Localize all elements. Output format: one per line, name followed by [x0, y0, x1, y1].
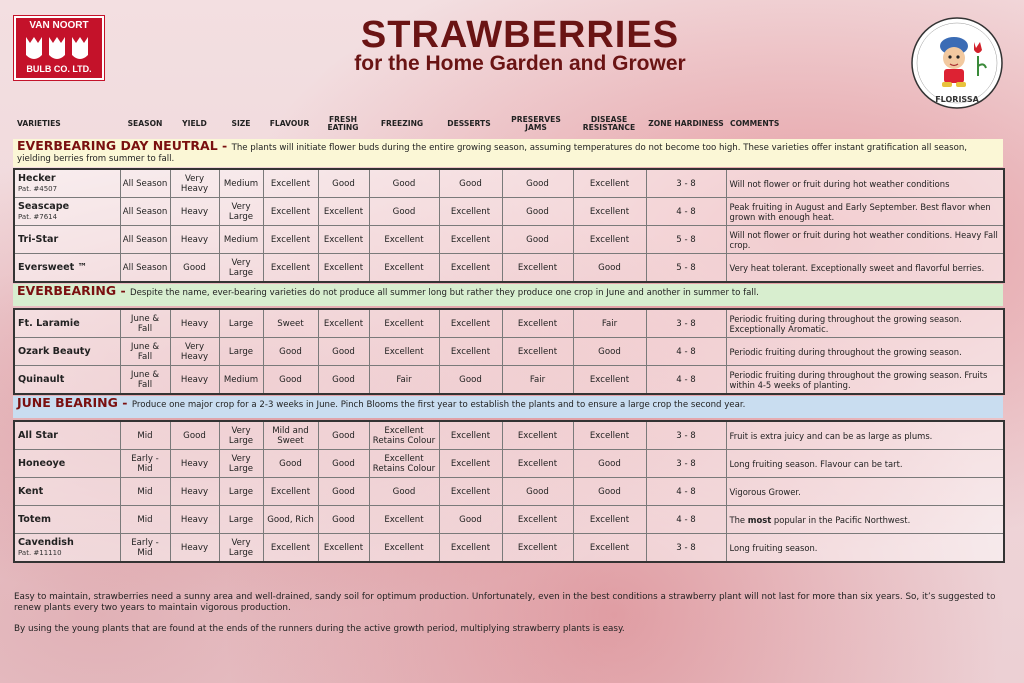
variety-name: Hecker: [18, 172, 56, 184]
disease-cell: Good: [573, 450, 646, 478]
flavour-cell: Mild and Sweet: [263, 421, 318, 450]
disease-cell: Excellent: [573, 421, 646, 450]
zone-cell: 3 - 8: [646, 309, 726, 338]
yield-cell: Heavy: [170, 226, 219, 254]
size-cell: Very Large: [219, 421, 263, 450]
disease-cell: Excellent: [573, 198, 646, 226]
comment-cell: Long fruiting season.: [726, 534, 1004, 563]
size-cell: Very Large: [219, 534, 263, 563]
desserts-cell: Excellent: [439, 198, 502, 226]
table-row: [14, 198, 1004, 226]
variety-cell: [14, 169, 120, 198]
header-varieties: VARIETIES: [17, 118, 61, 128]
flavour-cell: Good: [263, 338, 318, 366]
header-flavour: FLAVOUR: [269, 118, 310, 128]
flavour-cell: Good, Rich: [263, 506, 318, 534]
season-cell: June & Fall: [120, 309, 170, 338]
section-dash: -: [116, 283, 131, 298]
patent-number: Pat. #11110: [18, 548, 62, 557]
comment-cell: Vigorous Grower.: [726, 478, 1004, 506]
table-row: [14, 226, 1004, 254]
footer-paragraph-1: Easy to maintain, strawberries need a sunny area and well-drained, sandy soil for optimum production. Unfortunately, even in the best conditions a strawberry plant will not last for more than six years. So, it’s suggested to renew plants every two years to maintain vigorous production.: [14, 592, 996, 613]
freezing-cell: Good: [369, 198, 439, 226]
freezing-cell: Good: [369, 478, 439, 506]
header-fresh-eating: FRESH EATING: [327, 114, 359, 132]
flavour-cell: Excellent: [263, 169, 318, 198]
variety-name: All Star: [18, 429, 59, 441]
variety-cell: [14, 534, 120, 563]
variety-name: Seascape: [18, 200, 70, 212]
zone-cell: 3 - 8: [646, 534, 726, 563]
fresh-eating-cell: Good: [318, 506, 369, 534]
preserves-cell: Good: [502, 169, 573, 198]
comment-text: The: [729, 514, 748, 525]
season-cell: June & Fall: [120, 366, 170, 395]
disease-cell: Good: [573, 338, 646, 366]
season-cell: All Season: [120, 169, 170, 198]
flavour-cell: Excellent: [263, 254, 318, 283]
disease-cell: Excellent: [573, 366, 646, 395]
desserts-cell: Excellent: [439, 421, 502, 450]
size-cell: Medium: [219, 226, 263, 254]
table-row: [14, 169, 1004, 198]
comment-cell: Periodic fruiting during throughout the growing season. Fruits within 4-5 weeks of planting.: [726, 366, 1004, 395]
desserts-cell: Good: [439, 366, 502, 395]
size-cell: Large: [219, 506, 263, 534]
table-row: [14, 366, 1004, 395]
patent-number: Pat. #7614: [18, 212, 58, 221]
table-row: [14, 478, 1004, 506]
footer-paragraph-2: By using the young plants that are found at the ends of the runners during the active growth period, multiplying strawberry plants is easy.: [14, 624, 625, 634]
section-description: The plants will initiate flower buds during the entire growing season, assuming temperatures do not become too high. These varieties offer instant gratification all season, yielding berries from summer to fall.: [17, 143, 968, 164]
desserts-cell: Excellent: [439, 450, 502, 478]
flavour-cell: Excellent: [263, 198, 318, 226]
freezing-cell: Excellent: [369, 309, 439, 338]
section-june-bearing: [13, 396, 1003, 418]
section-dash: -: [217, 138, 232, 153]
flavour-cell: Excellent: [263, 226, 318, 254]
zone-cell: 3 - 8: [646, 450, 726, 478]
freezing-cell: Excellent Retains Colour: [369, 450, 439, 478]
season-cell: Mid: [120, 478, 170, 506]
freezing-cell: Excellent: [369, 338, 439, 366]
preserves-cell: Fair: [502, 366, 573, 395]
yield-cell: Good: [170, 421, 219, 450]
table-row: [14, 450, 1004, 478]
header-season: SEASON: [127, 118, 163, 128]
table-row: [14, 309, 1004, 338]
desserts-cell: Excellent: [439, 338, 502, 366]
section-name: EVERBEARING DAY NEUTRAL: [17, 138, 218, 153]
header-zone-hardiness: ZONE HARDINESS: [648, 118, 724, 128]
variety-cell: [14, 506, 120, 534]
yield-cell: Heavy: [170, 534, 219, 563]
freezing-cell: Excellent: [369, 254, 439, 283]
zone-cell: 4 - 8: [646, 198, 726, 226]
preserves-cell: Excellent: [502, 338, 573, 366]
preserves-cell: Good: [502, 226, 573, 254]
table-everbearing: [13, 308, 1005, 395]
variety-name: Ozark Beauty: [18, 345, 91, 357]
desserts-cell: Good: [439, 506, 502, 534]
van-noort-logo: [14, 16, 104, 80]
table-row: [14, 506, 1004, 534]
logo-line-1: VAN NOORT: [29, 20, 89, 31]
zone-cell: 5 - 8: [646, 226, 726, 254]
freezing-cell: Good: [369, 169, 439, 198]
season-cell: Early - Mid: [120, 450, 170, 478]
comment-emphasis: most: [747, 514, 772, 525]
fresh-eating-cell: Good: [318, 169, 369, 198]
zone-cell: 4 - 8: [646, 338, 726, 366]
season-cell: All Season: [120, 254, 170, 283]
comment-cell: Fruit is extra juicy and can be as large as plums.: [726, 421, 1004, 450]
disease-cell: Good: [573, 478, 646, 506]
disease-cell: Excellent: [573, 534, 646, 563]
flavour-cell: Excellent: [263, 478, 318, 506]
variety-name: Kent: [18, 485, 44, 497]
disease-cell: Excellent: [573, 226, 646, 254]
patent-number: Pat. #4507: [18, 184, 58, 193]
header-desserts: DESSERTS: [447, 118, 491, 128]
section-description: Despite the name, ever-bearing varieties do not produce all summer long but rather they produce one crop in June and another in summer to fall.: [130, 288, 759, 298]
variety-cell: [14, 198, 120, 226]
flavour-cell: Excellent: [263, 534, 318, 563]
freezing-cell: Excellent: [369, 506, 439, 534]
comment-cell: Will not flower or fruit during hot weather conditions. Heavy Fall crop.: [726, 226, 1004, 254]
comment-cell: Periodic fruiting during throughout the growing season. Exceptionally Aromatic.: [726, 309, 1004, 338]
florissa-logo: [910, 16, 1004, 110]
preserves-cell: Excellent: [502, 254, 573, 283]
zone-cell: 5 - 8: [646, 254, 726, 283]
yield-cell: Heavy: [170, 478, 219, 506]
freezing-cell: Excellent Retains Colour: [369, 421, 439, 450]
section-name: EVERBEARING: [17, 283, 117, 298]
flavour-cell: Good: [263, 366, 318, 395]
preserves-cell: Excellent: [502, 421, 573, 450]
preserves-cell: Good: [502, 198, 573, 226]
fresh-eating-cell: Good: [318, 421, 369, 450]
fresh-eating-cell: Excellent: [318, 534, 369, 563]
flavour-cell: Sweet: [263, 309, 318, 338]
yield-cell: Heavy: [170, 198, 219, 226]
preserves-cell: Excellent: [502, 450, 573, 478]
comment-cell: Long fruiting season. Flavour can be tart.: [726, 450, 1004, 478]
flavour-cell: Good: [263, 450, 318, 478]
yield-cell: Heavy: [170, 450, 219, 478]
preserves-cell: Excellent: [502, 534, 573, 563]
header-comments: COMMENTS: [730, 118, 780, 128]
desserts-cell: Excellent: [439, 226, 502, 254]
florissa-text: FLORISSA: [935, 95, 979, 104]
yield-cell: Heavy: [170, 366, 219, 395]
size-cell: Large: [219, 309, 263, 338]
size-cell: Medium: [219, 169, 263, 198]
variety-cell: [14, 254, 120, 283]
variety-cell: [14, 366, 120, 395]
header-disease-resistance: DISEASE RESISTANCE: [582, 114, 636, 132]
freezing-cell: Excellent: [369, 534, 439, 563]
table-row: [14, 254, 1004, 283]
disease-cell: Excellent: [573, 506, 646, 534]
yield-cell: Good: [170, 254, 219, 283]
desserts-cell: Excellent: [439, 534, 502, 563]
table-row: [14, 338, 1004, 366]
comment-cell: Peak fruiting in August and Early September. Best flavor when grown with enough heat.: [726, 198, 1004, 226]
size-cell: Large: [219, 338, 263, 366]
zone-cell: 4 - 8: [646, 366, 726, 395]
variety-cell: [14, 226, 120, 254]
freezing-cell: Excellent: [369, 226, 439, 254]
season-cell: Mid: [120, 421, 170, 450]
variety-cell: [14, 478, 120, 506]
size-cell: Medium: [219, 366, 263, 395]
yield-cell: Heavy: [170, 309, 219, 338]
section-name: JUNE BEARING: [17, 395, 118, 410]
table-day-neutral: [13, 168, 1005, 283]
freezing-cell: Fair: [369, 366, 439, 395]
page-title: STRAWBERRIES: [360, 14, 680, 56]
disease-cell: Fair: [573, 309, 646, 338]
desserts-cell: Excellent: [439, 309, 502, 338]
section-everbearing: [13, 284, 1003, 306]
table-row: [14, 421, 1004, 450]
variety-name: Totem: [18, 513, 51, 525]
size-cell: Large: [219, 478, 263, 506]
fresh-eating-cell: Good: [318, 450, 369, 478]
variety-name: Tri-Star: [18, 233, 59, 245]
season-cell: Early - Mid: [120, 534, 170, 563]
page-subtitle: for the Home Garden and Grower: [354, 52, 686, 75]
desserts-cell: Excellent: [439, 254, 502, 283]
variety-name: Eversweet ™: [18, 261, 88, 273]
section-everbearing-day-neutral: [13, 139, 1003, 167]
season-cell: June & Fall: [120, 338, 170, 366]
size-cell: Very Large: [219, 254, 263, 283]
fresh-eating-cell: Excellent: [318, 254, 369, 283]
disease-cell: Good: [573, 254, 646, 283]
section-dash: -: [117, 395, 132, 410]
variety-name: Quinault: [18, 373, 65, 385]
variety-cell: [14, 309, 120, 338]
size-cell: Very Large: [219, 198, 263, 226]
season-cell: Mid: [120, 506, 170, 534]
fresh-eating-cell: Excellent: [318, 226, 369, 254]
preserves-cell: Good: [502, 478, 573, 506]
desserts-cell: Excellent: [439, 478, 502, 506]
fresh-eating-cell: Good: [318, 366, 369, 395]
logo-line-2: BULB CO. LTD.: [26, 64, 92, 74]
season-cell: All Season: [120, 198, 170, 226]
variety-name: Honeoye: [18, 457, 66, 469]
table-june-bearing: [13, 420, 1005, 563]
fresh-eating-cell: Good: [318, 478, 369, 506]
comment-cell: Very heat tolerant. Exceptionally sweet and flavorful berries.: [726, 254, 1004, 283]
preserves-cell: Excellent: [502, 309, 573, 338]
yield-cell: Very Heavy: [170, 338, 219, 366]
variety-name: Ft. Laramie: [18, 317, 80, 329]
variety-cell: [14, 421, 120, 450]
zone-cell: 4 - 8: [646, 478, 726, 506]
comment-cell: Will not flower or fruit during hot weather conditions: [726, 169, 1004, 198]
fresh-eating-cell: Good: [318, 338, 369, 366]
tulip-icons: [22, 33, 96, 63]
yield-cell: Heavy: [170, 506, 219, 534]
size-cell: Very Large: [219, 450, 263, 478]
fresh-eating-cell: Excellent: [318, 309, 369, 338]
section-description: Produce one major crop for a 2-3 weeks in June. Pinch Blooms the first year to establish the plants and to ensure a large crop the second year.: [131, 400, 746, 410]
zone-cell: 4 - 8: [646, 506, 726, 534]
header-freezing: FREEZING: [380, 118, 424, 128]
header-preserves-jams: PRESERVES JAMS: [511, 114, 561, 132]
season-cell: All Season: [120, 226, 170, 254]
variety-cell: [14, 338, 120, 366]
zone-cell: 3 - 8: [646, 169, 726, 198]
header-yield: YIELD: [182, 118, 207, 128]
table-row: [14, 534, 1004, 563]
disease-cell: Excellent: [573, 169, 646, 198]
comment-cell: Periodic fruiting during throughout the growing season.: [726, 338, 1004, 366]
variety-cell: [14, 450, 120, 478]
preserves-cell: Excellent: [502, 506, 573, 534]
fresh-eating-cell: Excellent: [318, 198, 369, 226]
yield-cell: Very Heavy: [170, 169, 219, 198]
zone-cell: 3 - 8: [646, 421, 726, 450]
desserts-cell: Good: [439, 169, 502, 198]
comment-cell: [726, 506, 1004, 534]
variety-name: Cavendish: [18, 536, 74, 548]
header-size: SIZE: [231, 118, 251, 128]
comment-text: popular in the Pacific Northwest.: [771, 514, 911, 525]
